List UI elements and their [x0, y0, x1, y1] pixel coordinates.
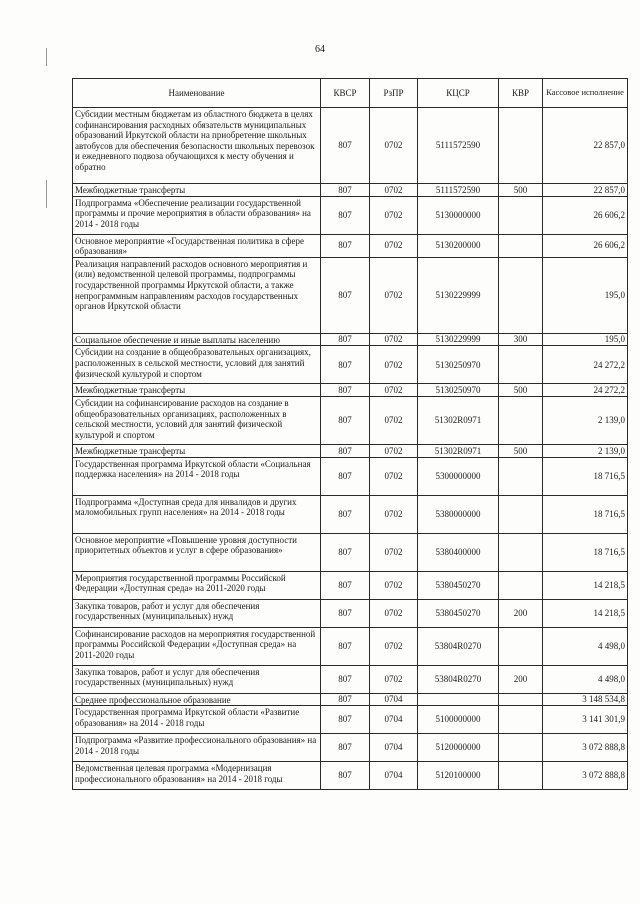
row-kcsr-cell: 5120000000: [418, 734, 499, 762]
row-kvsr-cell: 807: [321, 457, 370, 495]
table-row: [73, 734, 628, 762]
row-kvr-cell: [499, 346, 543, 384]
row-sum-cell: 2 139,0: [543, 445, 628, 458]
row-kcsr-cell: 5130229999: [418, 333, 499, 346]
row-rzpr-cell: 0702: [370, 665, 418, 693]
row-kvsr-cell: 807: [321, 665, 370, 693]
row-kvr-cell: [499, 495, 543, 533]
row-kcsr-cell: 51302R0971: [418, 445, 499, 458]
row-kcsr-cell: 5130200000: [418, 234, 499, 257]
table-row: [73, 196, 628, 234]
table-row: [73, 706, 628, 734]
table-header: [73, 79, 628, 108]
row-rzpr-cell: 0702: [370, 445, 418, 458]
table-row: [73, 234, 628, 257]
margin-binding-mark: [46, 48, 47, 66]
row-kvr-cell: [499, 533, 543, 571]
row-kcsr-cell: 5120100000: [418, 762, 499, 790]
table-row: [73, 184, 628, 197]
row-kcsr-cell: 5380400000: [418, 533, 499, 571]
row-kvr-cell: [499, 693, 543, 706]
header-row: [73, 79, 628, 108]
row-rzpr-cell: 0702: [370, 108, 418, 184]
row-sum-cell: 2 139,0: [543, 397, 628, 445]
row-kvsr-cell: 807: [321, 257, 370, 333]
row-name-cell: Государственная программа Иркутской области «Социальная поддержка населения» на 2014 - 2018 годы: [73, 457, 321, 495]
table-body: [73, 108, 628, 790]
table-row: [73, 665, 628, 693]
row-kvr-cell: 200: [499, 599, 543, 627]
row-kcsr-cell: 5380450270: [418, 571, 499, 599]
row-name-cell: Подпрограмма «Доступная среда для инвалидов и других маломобильных групп населения» на 2014 - 2018 годы: [73, 495, 321, 533]
row-name-cell: Подпрограмма «Обеспечение реализации государственной программы и прочие мероприятия в области образования» на 2014 - 2018 годы: [73, 196, 321, 234]
table-row: [73, 533, 628, 571]
row-sum-cell: 3 072 888,8: [543, 734, 628, 762]
row-kvr-cell: [499, 627, 543, 665]
row-kvr-cell: [499, 196, 543, 234]
table-row: [73, 445, 628, 458]
table-row: [73, 333, 628, 346]
table-row: [73, 108, 628, 184]
row-kvr-cell: 200: [499, 665, 543, 693]
table-row: [73, 762, 628, 790]
row-name-cell: Софинансирование расходов на мероприятия государственной программы Российской Федерации «Доступная среда» на 2011-2020 годы: [73, 627, 321, 665]
table-row: [73, 495, 628, 533]
row-sum-cell: 14 218,5: [543, 571, 628, 599]
row-kcsr-cell: 5111572590: [418, 108, 499, 184]
row-name-cell: Субсидии на софинансирование расходов на создание в общеобразовательных организациях, расположенных в сельской местности, условий для занятий физической культурой и спортом: [73, 397, 321, 445]
row-kvsr-cell: 807: [321, 599, 370, 627]
row-name-cell: Основное мероприятие «Повышение уровня доступности приоритетных объектов и услуг в сфере образования»: [73, 533, 321, 571]
budget-table: [72, 78, 628, 790]
row-rzpr-cell: 0702: [370, 599, 418, 627]
row-kcsr-cell: 5300000000: [418, 457, 499, 495]
row-kcsr-cell: 51302R0971: [418, 397, 499, 445]
row-kcsr-cell: 5380450270: [418, 599, 499, 627]
row-rzpr-cell: 0702: [370, 457, 418, 495]
row-kcsr-cell: 5100000000: [418, 706, 499, 734]
header-kvr: КВР: [499, 79, 543, 108]
row-name-cell: Государственная программа Иркутской области «Развитие образования» на 2014 - 2018 годы: [73, 706, 321, 734]
row-sum-cell: 4 498,0: [543, 665, 628, 693]
row-name-cell: Межбюджетные трансферты: [73, 384, 321, 397]
row-name-cell: Межбюджетные трансферты: [73, 445, 321, 458]
row-name-cell: Закупка товаров, работ и услуг для обеспечения государственных (муниципальных) нужд: [73, 665, 321, 693]
table-row: [73, 384, 628, 397]
row-kvr-cell: [499, 108, 543, 184]
row-kvsr-cell: 807: [321, 734, 370, 762]
row-kcsr-cell: 5380000000: [418, 495, 499, 533]
row-sum-cell: 18 716,5: [543, 495, 628, 533]
row-rzpr-cell: 0702: [370, 196, 418, 234]
row-rzpr-cell: 0702: [370, 184, 418, 197]
row-sum-cell: 195,0: [543, 333, 628, 346]
table-row: [73, 599, 628, 627]
row-rzpr-cell: 0702: [370, 234, 418, 257]
table-row: [73, 257, 628, 333]
row-rzpr-cell: 0702: [370, 384, 418, 397]
row-rzpr-cell: 0702: [370, 495, 418, 533]
row-sum-cell: 24 272,2: [543, 384, 628, 397]
row-name-cell: Реализация направлений расходов основного мероприятия и (или) ведомственной целевой программы, подпрограммы государственной программы Иркутской области, а также непрограммным направлениям расходов государственных органов Иркутской области: [73, 257, 321, 333]
row-rzpr-cell: 0704: [370, 734, 418, 762]
row-sum-cell: 22 857,0: [543, 184, 628, 197]
row-kvsr-cell: 807: [321, 196, 370, 234]
row-name-cell: Субсидии местным бюджетам из областного бюджета в целях софинансирования расходных обязательств муниципальных образований Иркутской области на приобретение школьных автобусов для обеспечения безопасности школьных перевозок и ежедневного подвоза обучающихся к месту обучения и обратно: [73, 108, 321, 184]
margin-binding-mark: [46, 180, 47, 208]
row-kvr-cell: [499, 457, 543, 495]
row-kvsr-cell: 807: [321, 533, 370, 571]
row-kcsr-cell: 5130250970: [418, 384, 499, 397]
row-kvsr-cell: 807: [321, 693, 370, 706]
table-row: [73, 346, 628, 384]
row-rzpr-cell: 0702: [370, 333, 418, 346]
table-row: [73, 571, 628, 599]
row-kcsr-cell: 53804R0270: [418, 665, 499, 693]
row-kvr-cell: [499, 734, 543, 762]
row-kcsr-cell: 5130250970: [418, 346, 499, 384]
row-name-cell: Субсидии на создание в общеобразовательных организациях, расположенных в сельской местности, условий для занятий физической культурой и спортом: [73, 346, 321, 384]
row-kvsr-cell: 807: [321, 333, 370, 346]
row-kvr-cell: [499, 762, 543, 790]
table-row: [73, 457, 628, 495]
row-kvsr-cell: 807: [321, 571, 370, 599]
table-row: [73, 693, 628, 706]
row-kvsr-cell: 807: [321, 762, 370, 790]
row-name-cell: Закупка товаров, работ и услуг для обеспечения государственных (муниципальных) нужд: [73, 599, 321, 627]
row-rzpr-cell: 0702: [370, 571, 418, 599]
row-kcsr-cell: 53804R0270: [418, 627, 499, 665]
row-sum-cell: 22 857,0: [543, 108, 628, 184]
row-rzpr-cell: 0704: [370, 693, 418, 706]
row-kvsr-cell: 807: [321, 346, 370, 384]
table-row: [73, 627, 628, 665]
row-kcsr-cell: 5111572590: [418, 184, 499, 197]
row-sum-cell: 26 606,2: [543, 234, 628, 257]
row-sum-cell: 3 141 301,9: [543, 706, 628, 734]
row-kvr-cell: [499, 257, 543, 333]
header-kvsr: КВСР: [321, 79, 370, 108]
row-rzpr-cell: 0702: [370, 627, 418, 665]
row-name-cell: Межбюджетные трансферты: [73, 184, 321, 197]
row-name-cell: Ведомственная целевая программа «Модернизация профессионального образования» на 2014 - 2018 годы: [73, 762, 321, 790]
header-cash-execution: Кассовое исполнение: [543, 79, 628, 108]
row-sum-cell: 18 716,5: [543, 533, 628, 571]
row-kvsr-cell: 807: [321, 495, 370, 533]
row-sum-cell: 26 606,2: [543, 196, 628, 234]
row-sum-cell: 14 218,5: [543, 599, 628, 627]
row-kvr-cell: 300: [499, 333, 543, 346]
row-kvsr-cell: 807: [321, 184, 370, 197]
row-rzpr-cell: 0704: [370, 762, 418, 790]
row-rzpr-cell: 0702: [370, 257, 418, 333]
row-rzpr-cell: 0702: [370, 533, 418, 571]
row-name-cell: Подпрограмма «Развитие профессионального образования» на 2014 - 2018 годы: [73, 734, 321, 762]
row-sum-cell: 3 072 888,8: [543, 762, 628, 790]
row-kvr-cell: [499, 706, 543, 734]
row-name-cell: Социальное обеспечение и иные выплаты населению: [73, 333, 321, 346]
table-row: [73, 397, 628, 445]
row-kvsr-cell: 807: [321, 397, 370, 445]
row-sum-cell: 18 716,5: [543, 457, 628, 495]
row-rzpr-cell: 0702: [370, 397, 418, 445]
row-kvsr-cell: 807: [321, 706, 370, 734]
row-kvr-cell: 500: [499, 184, 543, 197]
row-kvsr-cell: 807: [321, 445, 370, 458]
row-kvsr-cell: 807: [321, 384, 370, 397]
row-name-cell: Среднее профессиональное образование: [73, 693, 321, 706]
row-name-cell: Основное мероприятие «Государственная политика в сфере образования»: [73, 234, 321, 257]
row-sum-cell: 195,0: [543, 257, 628, 333]
row-kcsr-cell: [418, 693, 499, 706]
row-kvr-cell: [499, 234, 543, 257]
row-sum-cell: 24 272,2: [543, 346, 628, 384]
row-kvsr-cell: 807: [321, 234, 370, 257]
row-kvsr-cell: 807: [321, 627, 370, 665]
row-kcsr-cell: 5130000000: [418, 196, 499, 234]
header-kcsr: КЦСР: [418, 79, 499, 108]
row-kcsr-cell: 5130229999: [418, 257, 499, 333]
row-kvsr-cell: 807: [321, 108, 370, 184]
row-sum-cell: 4 498,0: [543, 627, 628, 665]
row-kvr-cell: 500: [499, 445, 543, 458]
header-rzpr: РзПР: [370, 79, 418, 108]
row-kvr-cell: [499, 397, 543, 445]
row-sum-cell: 3 148 534,8: [543, 693, 628, 706]
row-name-cell: Мероприятия государственной программы Российской Федерации «Доступная среда» на 2011-2020 годы: [73, 571, 321, 599]
page-number: 64: [315, 44, 325, 55]
row-kvr-cell: [499, 571, 543, 599]
row-kvr-cell: 500: [499, 384, 543, 397]
header-name: Наименование: [73, 79, 321, 108]
row-rzpr-cell: 0702: [370, 346, 418, 384]
row-rzpr-cell: 0704: [370, 706, 418, 734]
